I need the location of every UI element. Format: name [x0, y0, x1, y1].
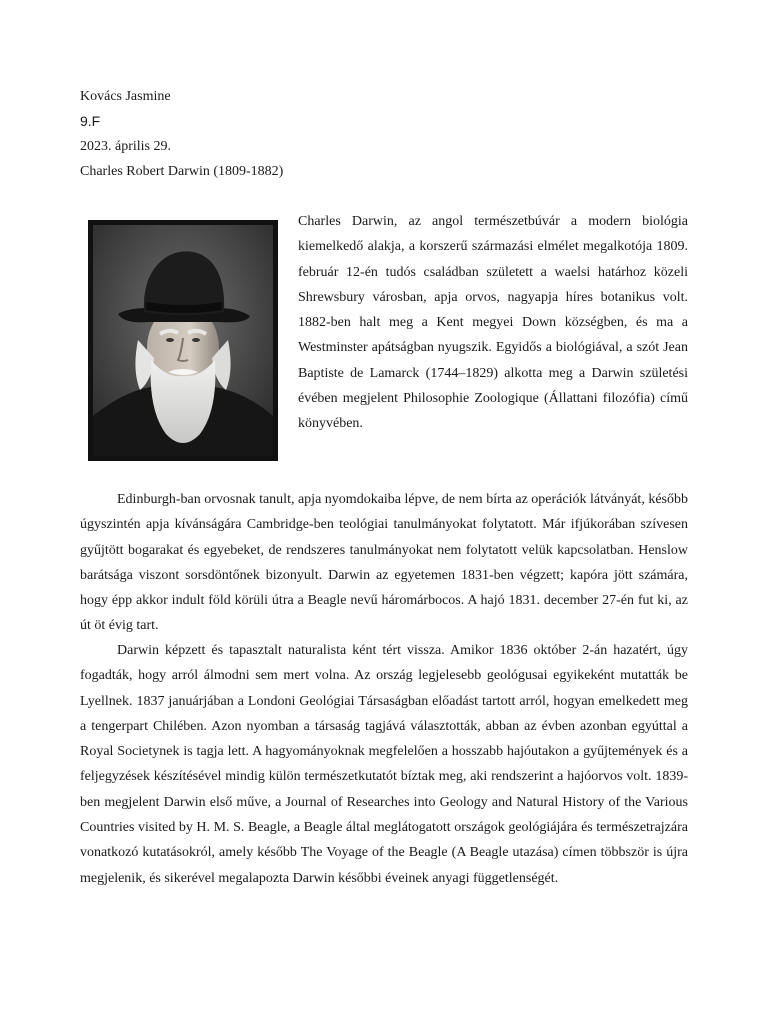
darwin-portrait-image	[88, 220, 278, 461]
paragraph-return: Darwin képzett és tapasztalt naturalista ként tért vissza. Amikor 1836 október 2-án hazatért, úgy fogadták, hogy arról álmodni sem mert volna. Az ország legjelesebb geológusai egyikeként mutatták be Lyellnek. 1837 januárjában a Londoni Geológiai Társaságban előadást tartott arról, hogyan emelkedett meg a tengerpart Chilében. Azon nyomban a társaság tagjává választották, abban az évben azonban egyúttal a Royal Societynek is tagja lett. A hagyományoknak megfelelően a hosszabb hajóutakon a gyűjtemények és a feljegyzések készítésével mindig külön természetkutatót bíztak meg, aki rendszerint a hajóorvos volt. 1839-ben megjelent Darwin első műve, a Journal of Researches into Geology and Natural History of the Various Countries visited by H. M. S. Beagle, a Beagle által meglátogatott országok geológiájára és természetrajzára vonatkozó kutatásokról, amely később The Voyage of the Beagle (A Beagle utazása) címen többször is újra megjelenik, és sikerével megalapozta Darwin későbbi éveinek anyagi függetlenségét.	[80, 643, 688, 886]
paragraph-education: Edinburgh-ban orvosnak tanult, apja nyomdokaiba lépve, de nem bírta az operációk látványát, később úgyszintén apja kívánságára Cambridge-ben teológiai tanulmányokat folytatott. Már ifjúkorában szívesen gyűjtött bogarakat és egyebeket, de rendszeres tanulmányokat nem folytatott velük kapcsolatban. Henslow barátsága viszont sorsdöntőnek bizonyult. Darwin az egyetemen 1831-ben végzett; kapóra jött számára, hogy épp akkor indult föld körüli útra a Beagle nevű háromárbocos. A hajó 1831. december 27-én fut ki, az út öt évig tart.	[80, 492, 688, 634]
intro-paragraph: Charles Darwin, az angol természetbúvár a modern biológia kiemelkedő alakja, a korszerű származási elmélet megalkotója 1809. február 12-én tudós családban született a waelsi határhoz közeli Shrewsbury városban, apja orvos, nagyapja híres botanikus volt. 1882-ben halt meg a Kent megyei Down községben, és ma a Westminster apátságban nyugszik. Egyidős a biológiával, a szót Jean Baptiste de Lamarck (1744–1829) alkotta meg a Darwin születési évében megjelent Philosophie Zoologique (Állattani filozófia) című könyvében.	[298, 214, 688, 432]
date-line: 2023. április 29.	[80, 139, 171, 154]
class-label: 9.F	[80, 113, 101, 129]
subject-title: Charles Robert Darwin (1809-1882)	[80, 164, 284, 179]
author-name: Kovács Jasmine	[80, 89, 171, 104]
